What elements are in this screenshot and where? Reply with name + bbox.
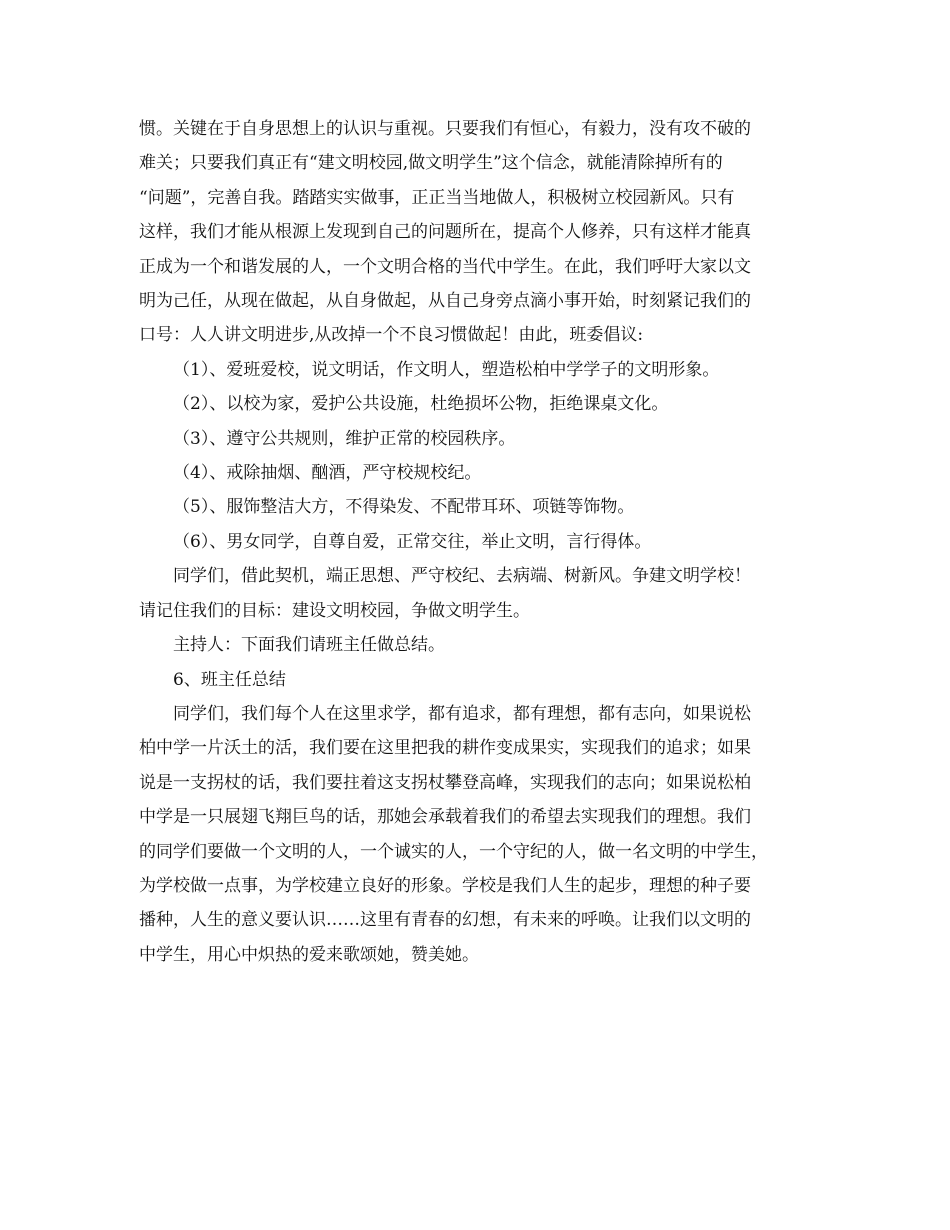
text-line: 6、班主任总结 xyxy=(173,669,286,690)
text-line: 的同学们要做一个文明的人，一个诚实的人，一个守纪的人，做一名文明的中学生， xyxy=(139,841,768,862)
text-line: 请记住我们的目标：建设文明校园，争做文明学生。 xyxy=(139,600,530,621)
text-line: 同学们，我们每个人在这里求学，都有追求，都有理想，都有志向，如果说松 xyxy=(173,703,751,724)
text-line: 口号：人人讲文明进步,从改掉一个不良习惯做起！由此，班委倡议: xyxy=(139,325,644,346)
text-line: 中学生，用心中炽热的爱来歌颂她，赞美她。 xyxy=(139,944,479,965)
text-line: 主持人：下面我们请班主任做总结。 xyxy=(173,635,445,656)
text-line: 中学是一只展翅飞翔巨鸟的话，那她会承载着我们的希望去实现我们的理想。我们 xyxy=(139,807,751,828)
text-line: （3）、遵守公共规则，维护正常的校园秩序。 xyxy=(173,428,516,449)
text-line: 明为己任，从现在做起，从自身做起，从自己身旁点滴小事开始，时刻紧记我们的 xyxy=(139,291,751,312)
text-line: （1）、爱班爱校，说文明话，作文明人，塑造松柏中学学子的文明形象。 xyxy=(173,359,720,380)
text-line: （4）、戒除抽烟、酗酒，严守校规校纪。 xyxy=(173,463,482,484)
text-line: 难关；只要我们真正有“建文明校园,做文明学生”这个信念，就能清除掉所有的 xyxy=(139,153,723,174)
text-line: 同学们，借此契机，端正思想、严守校纪、去病端、树新风。争建文明学校！ xyxy=(173,566,751,587)
text-line: （6）、男女同学，自尊自爱，正常交往，举止文明，言行得体。 xyxy=(173,531,652,552)
text-line: “问题”，完善自我。踏踏实实做事，正正当当地做人，积极树立校园新风。只有 xyxy=(139,187,735,208)
text-line: 说是一支拐杖的话，我们要拄着这支拐杖攀登高峰，实现我们的志向；如果说松柏 xyxy=(139,772,751,793)
text-line: （5）、服饰整洁大方，不得染发、不配带耳环、项链等饰物。 xyxy=(173,497,635,518)
text-line: 为学校做一点事，为学校建立良好的形象。学校是我们人生的起步，理想的种子要 xyxy=(139,875,751,896)
text-line: 正成为一个和谐发展的人，一个文明合格的当代中学生。在此，我们呼吁大家以文 xyxy=(139,256,751,277)
text-line: 播种，人生的意义要认识……这里有青春的幻想，有未来的呼唤。让我们以文明的 xyxy=(139,910,751,931)
text-line: 惯。关键在于自身思想上的认识与重视。只要我们有恒心，有毅力，没有攻不破的 xyxy=(139,119,751,139)
text-line: （2）、以校为家，爱护公共设施，杜绝损坏公物，拒绝课桌文化。 xyxy=(173,394,669,415)
text-line: 这样，我们才能从根源上发现到自己的问题所在，提高个人修养，只有这样才能真 xyxy=(139,222,751,243)
document-body xyxy=(139,112,819,972)
text-line: 柏中学一片沃土的活，我们要在这里把我的耕作变成果实，实现我们的追求；如果 xyxy=(139,738,751,759)
